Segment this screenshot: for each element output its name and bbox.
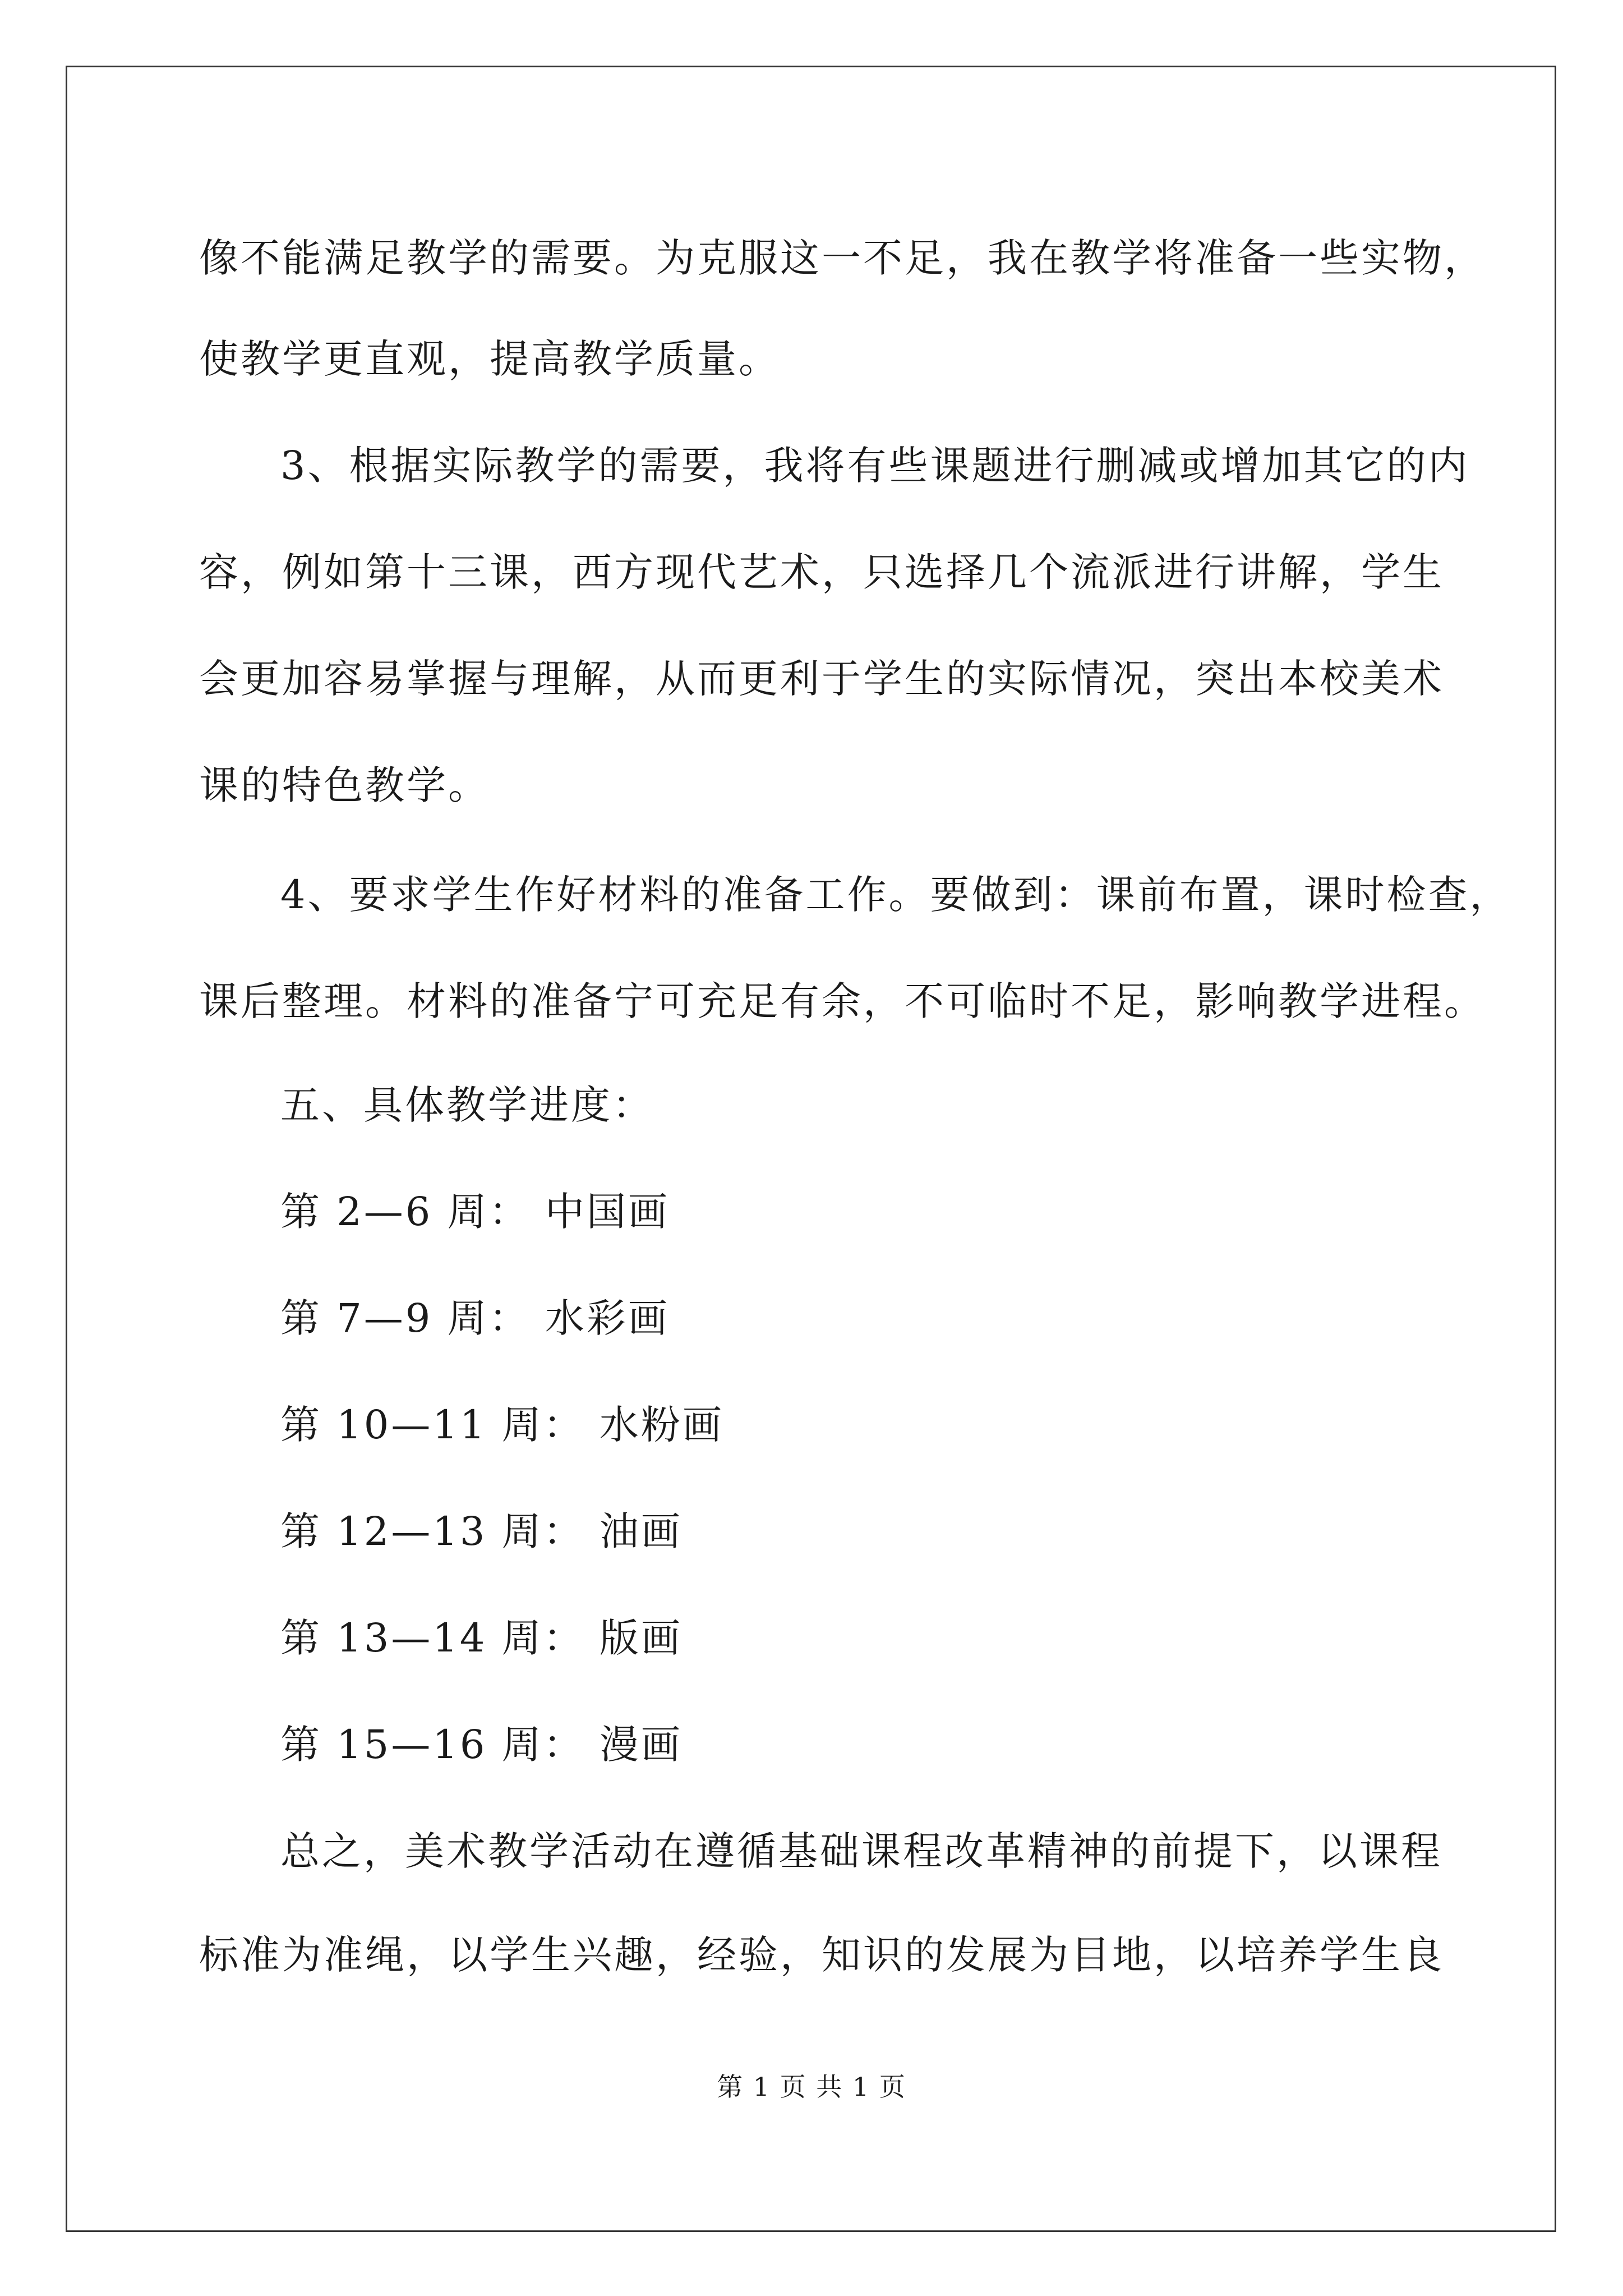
body-text-line: 会更加容易掌握与理解，从而更利于学生的实际情况，突出本校美术 bbox=[199, 656, 1444, 702]
body-text-line: 标准为准绳，以学生兴趣，经验，知识的发展为目地，以培养学生良 bbox=[199, 1932, 1444, 1978]
paragraph-4-line: 4、要求学生作好材料的准备工作。要做到：课前布置，课时检查， bbox=[280, 872, 1511, 918]
section-heading: 五、具体教学进度： bbox=[280, 1082, 654, 1128]
body-text-line: 课后整理。材料的准备宁可充足有余，不可临时不足，影响教学进程。 bbox=[199, 978, 1486, 1024]
schedule-item: 第 2—6 周： 中国画 bbox=[280, 1189, 670, 1235]
body-text-line: 课的特色教学。 bbox=[199, 762, 490, 808]
schedule-item: 第 13—14 周： 版画 bbox=[280, 1615, 683, 1661]
conclusion-paragraph-line: 总之，美术教学活动在遵循基础课程改革精神的前提下，以课程 bbox=[280, 1828, 1442, 1874]
schedule-item: 第 10—11 周： 水粉画 bbox=[280, 1402, 724, 1448]
body-text-line: 使教学更直观，提高教学质量。 bbox=[199, 336, 780, 382]
page-border bbox=[66, 66, 1556, 2232]
body-text-line: 像不能满足教学的需要。为克服这一不足，我在教学将准备一些实物， bbox=[199, 235, 1486, 281]
schedule-item: 第 15—16 周： 漫画 bbox=[280, 1722, 683, 1768]
body-text-line: 容，例如第十三课，西方现代艺术，只选择几个流派进行讲解，学生 bbox=[199, 549, 1444, 595]
page-number-footer: 第 1 页 共 1 页 bbox=[717, 2072, 906, 2102]
schedule-item: 第 12—13 周： 油画 bbox=[280, 1508, 683, 1554]
paragraph-3-line: 3、根据实际教学的需要，我将有些课题进行删减或增加其它的内 bbox=[280, 443, 1470, 489]
schedule-item: 第 7—9 周： 水彩画 bbox=[280, 1295, 670, 1341]
